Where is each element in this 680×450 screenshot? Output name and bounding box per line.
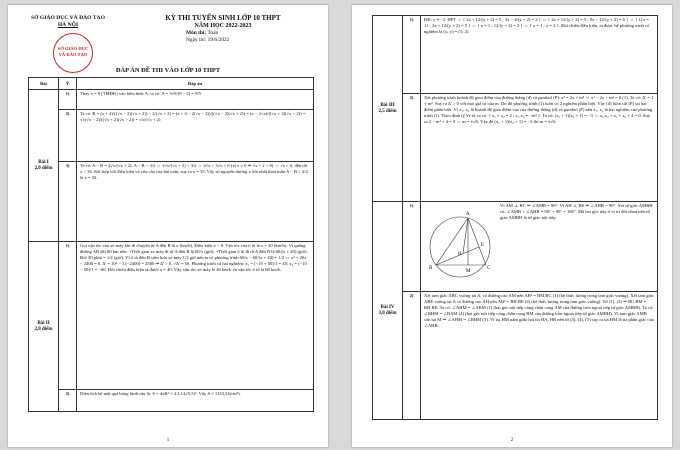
- dept-line-1: SỞ GIÁO DỤC VÀ ĐÀO TẠO: [31, 15, 105, 21]
- geometry-figure: [424, 205, 496, 283]
- exam-title: KỲ THI TUYỂN SINH LỚP 10 THPT: [165, 14, 281, 22]
- bai3-q2-idx: 2): [403, 94, 421, 202]
- bai1-cell: [29, 90, 59, 242]
- stamp-line-2: VÀ ĐÀO TẠO: [58, 51, 88, 57]
- bai4-q1-text: Vì AM ⊥ BC ⇒ ∠AMB = 90°. Vì AH ⊥ BE ⇒ ∠AHB = 90°. Xét tứ giác AMBH có: ∠AMB + ∠AHB = 90° + 90° = 180°. Mà hai góc này ở vị trí đối nhau nên tứ giác AMBH là tứ giác nội tiếp.: [500, 203, 653, 220]
- bai1-q3-idx: 3): [59, 162, 77, 242]
- department-header: [16, 15, 120, 29]
- bai2-q2-text: Diện tích bề mặt quả bóng hình cầu là: S = 4πR² ≈ 4.3,14.(9,5)². Vậy S ≈ 1133,54(cm²).: [77, 390, 314, 412]
- table-row: [29, 162, 314, 242]
- table-row: [29, 110, 314, 162]
- table-header-row: [29, 78, 314, 90]
- bai3-cell: [373, 16, 403, 202]
- stamp-line-1: SỞ GIÁO DỤC: [57, 46, 89, 51]
- table-row: [29, 390, 314, 412]
- page-1: [8, 5, 328, 447]
- bai3-q2-text: Xét phương trình hoành độ giao điểm của đường thẳng (d) và parabol (P): x² = 2x + m² ⇔ x² − 2x − m² = 0 (1). Ta có: Δ' = 1 + m². Suy ra Δ' > 0 với mọi giá trị của m. Do đó phương trình (1) luôn có 2 nghiệm phân biệt. Vậy (d) luôn cắt (P) tại hai điểm phân biệt. Vì x₁, x₂ là hoành độ giao điểm của của đường thẳng (d) và parabol (P) nên x₁, x₂ là hai nghiệm của phương trình (1). Theo định lý Vi-ét, ta có: { x₁ + x₂ = 2 ; x₁.x₂ = −m² }. Ta có: (x₁ + 1)(x₂ + 1) = −3 ⇔ x₁.x₂ + x₁ + x₂ + 4 = 0. Suy ra 2 − m² + 4 = 0 ⇔ m = ±√6. Vậy để (x₁ + 1)(x₂ + 1) = −3 thì m = ±√6.: [421, 94, 658, 202]
- col-header-y: Ý: [59, 78, 77, 90]
- subject-line: [128, 30, 318, 37]
- bai1-label: Bài I: [38, 159, 49, 165]
- figure-label-c: C: [487, 266, 491, 271]
- bai3-label: Bài III: [380, 102, 395, 108]
- table-row: [373, 202, 658, 292]
- table-row: [29, 90, 314, 110]
- table-row: [373, 16, 658, 94]
- table-row: [373, 94, 658, 202]
- exam-header: [128, 15, 318, 44]
- school-year: NĂM HỌC 2022-2023: [194, 22, 252, 29]
- bai4-cell: [373, 202, 403, 420]
- bai3-points: 2,5 điểm: [378, 108, 397, 114]
- bai3-q1-text: ĐK: y ≠ −2. HPT ⇔ { 2x + 12/(y + 2) = 5 ; 3x − 4/(y + 2) = 2 } ⇔ { 2x + 12/(y + 2) = 5 ; 9x − 12/(y + 2) = 6 } ⇔ { 11x = 11 ; 2x + 12/(y + 2) = 5 } ⇔ { x = 1 ; 12/(y + 2) = 3 } ⇔ { x = 1 ; y = 2 }. Đối chiếu điều kiện, ta được hệ phương trình có nghiệm là (x; y) = (1; 2).: [421, 16, 658, 94]
- date-label: Ngày thi:: [186, 37, 207, 43]
- date-value: 19/6/2022: [207, 37, 230, 43]
- bai2-q2-idx: 2): [59, 390, 77, 412]
- page-number-1: 1: [166, 438, 170, 443]
- table-row: [29, 242, 314, 390]
- answer-title: ĐÁP ÁN ĐỀ THI VÀO LỚP 10 THPT: [115, 67, 221, 74]
- bai1-q2-idx: 2): [59, 110, 77, 162]
- figure-label-e: E: [481, 243, 485, 248]
- bai2-cell: [29, 242, 59, 412]
- bai2-points: 2,0 điểm: [34, 326, 53, 332]
- bai1-q1-idx: 1): [59, 90, 77, 110]
- date-line: [128, 37, 318, 44]
- col-header-bai: Bài: [29, 78, 59, 90]
- figure-label-h: H: [458, 252, 462, 257]
- figure-label-m: M: [466, 269, 471, 274]
- bai2-label: Bài II: [37, 320, 50, 326]
- bai4-label: Bài IV: [380, 304, 395, 310]
- bai2-q1-idx: 1): [59, 242, 77, 390]
- page-number-2: 2: [510, 438, 514, 443]
- answer-table-2: [372, 15, 658, 420]
- bai1-q3-text: Ta có: A − B = 2√x/(√x + 2). A − B < 3/2 ⇔ 2√x/(√x + 2) < 3/2 ⇔ 4√x < 3√x + 6 (vì x ≥ 0 ⇒ √x + 2 > 0) ⇔ √x < 6, dẫn tới x < 36. Kết hợp với điều kiện và yêu cầu của bài toán, suy ra x = 35. Vậy số nguyên dương x lớn nhất thỏa mãn A − B < 3/2 là x = 35.: [77, 162, 314, 242]
- page-2: [352, 5, 672, 447]
- bai1-points: 2,0 điểm: [34, 165, 53, 171]
- bai4-q1-cell: [421, 202, 658, 292]
- figure-label-a: A: [466, 212, 470, 217]
- answer-table-1: [28, 77, 314, 412]
- bai3-q1-idx: 1): [403, 16, 421, 94]
- bai4-q1-idx: 1): [403, 202, 421, 292]
- bai4-points: 3,0 điểm: [378, 310, 397, 316]
- figure-label-b: B: [429, 266, 433, 271]
- bai4-q2-idx: 2): [403, 292, 421, 420]
- subject-label: Môn thi:: [186, 30, 207, 36]
- subject-value: Toán: [207, 30, 219, 36]
- bai2-q1-text: Gọi vận tốc của xe máy khi đi chuyển từ A đến B là x (km/h). Điều kiện x > 0. Vận tốc của ô tô là x + 20 (km/h). Vì quãng đường AB dài 60 km nên: +Thời gian xe máy đi từ A đến B là 60/x (giờ); +Thời gian ô tô đi từ A đến B là 60/(x + 20) (giờ). Đổi 30 phút = 1/2 (giờ). Vì ô tô đến B sớm hơn xe máy 1/2 giờ nên ta có phương trình 60/x − 60/(x + 20) = 1/2 ⇔ x² + 20x − 2400 = 0. Δ' = 10² − 1.(−2400) = 2500 ⇒ Δ' > 0, √Δ' = 50. Phương trình có hai nghiệm: x₁ = (−10 + 50)/1 = 40; x₂ = (−10 − 50)/1 = −60. Đối chiếu điều kiện ta được x = 40. Vậy vận tốc xe máy là 40 km/h và vận tốc ô tô là 60 km/h.: [77, 242, 314, 390]
- col-header-answer: Đáp án: [77, 78, 314, 90]
- bai1-q1-text: Thay x = 9 (TMĐK) vào biểu thức A, ta có: A = 3√9/(9 − 2) = 9/5: [77, 90, 314, 110]
- table-row: [373, 292, 658, 420]
- bai1-q2-text: Ta có: B = (x + 4)/((√x − 2)(√x + 2)) − 2/(√x + 2) = (x + 4 − 2(√x − 2))/((√x − 2)(√x + 2)) = (x − 2√x)/((√x + 2)(√x − 2)) = √x(√x − 2)/((√x + 2)(√x − 2)) = √x/(√x + 2): [77, 110, 314, 162]
- bai4-q2-text: Xét tam giác ABC vuông tại A, có đường cao AM nên AB² = BM.BC (1) (hệ thức lượng trong tam giác vuông). Xét tam giác ABE vuông tại A có đường cao AH nên AB² = BH.BE (2) (hệ thức lượng trong tam giác vuông). Từ (1), (2) ⇒ BC.BM = BH.BE. Ta có: ∠AHM = ∠ABM (1) (hai góc nội tiếp cùng chắn cung AM của đường tròn ngoại tiếp tứ giác AMBH). Ta có: ∠BHM = ∠BAM (4) (hai góc nội tiếp cùng chắn cung BM của đường tròn ngoại tiếp tứ giác AMBH). Vì tam giác AMB cân tại M ⇒ ∠AHM = ∠BHM (5). Vì tia HM nằm giữa hai tia HA, HB nên từ (3), (4), (5) suy ra tia HM là tia phân giác của ∠AHB.: [421, 292, 658, 420]
- dept-line-2: HÀ NỘI: [57, 22, 79, 28]
